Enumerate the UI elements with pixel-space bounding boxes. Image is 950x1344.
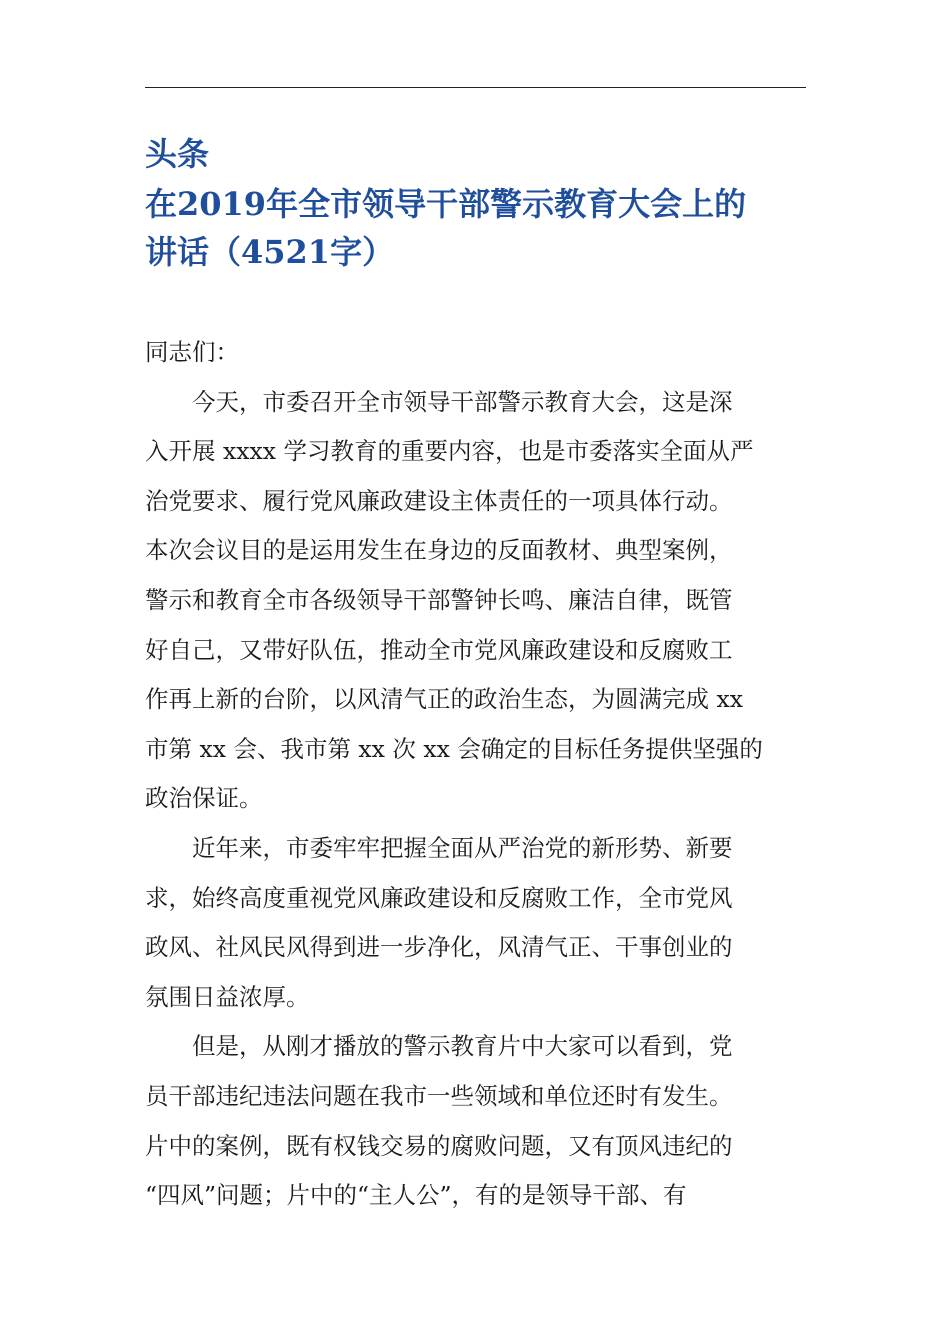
- text-line: 但是，从刚才播放的警示教育片中大家可以看到，党: [192, 1032, 733, 1061]
- document-title: [145, 180, 825, 276]
- salutation: 同志们：: [145, 338, 239, 366]
- paragraph-1: [145, 378, 810, 824]
- text-line: 市第 xx 会、我市第 xx 次 xx 会确定的目标任务提供坚强的: [145, 734, 763, 763]
- text-line: 近年来，市委牢牢把握全面从严治党的新形势、新要: [192, 833, 733, 862]
- text-line: 本次会议目的是运用发生在身边的反面教材、典型案例，: [145, 536, 733, 565]
- text-line: 政风、社风民风得到进一步净化，风清气正、干事创业的: [145, 933, 733, 962]
- text-line: 作再上新的台阶，以风清气正的政治生态，为圆满完成 xx: [145, 685, 743, 714]
- text-line: 求，始终高度重视党风廉政建设和反腐败工作，全市党风: [145, 883, 733, 912]
- text-line: 员干部违纪违法问题在我市一些领域和单位还时有发生。: [145, 1081, 733, 1110]
- title-line: 讲话（4521字）: [145, 233, 395, 271]
- document-body: [145, 328, 810, 1221]
- text-line: 政治保证。: [145, 784, 263, 813]
- text-line: “四风”问题；片中的“主人公”，有的是领导干部、有: [145, 1181, 687, 1210]
- paragraph-2: [145, 824, 810, 1022]
- title-line: 在2019年全市领导干部警示教育大会上的: [145, 185, 747, 223]
- text-line: 片中的案例，既有权钱交易的腐败问题，又有顶风违纪的: [145, 1131, 733, 1160]
- text-line: 治党要求、履行党风廉政建设主体责任的一项具体行动。: [145, 486, 733, 515]
- text-line: 好自己，又带好队伍，推动全市党风廉政建设和反腐败工: [145, 635, 733, 664]
- text-line: 入开展 xxxx 学习教育的重要内容，也是市委落实全面从严: [145, 437, 754, 466]
- text-line: 氛围日益浓厚。: [145, 982, 310, 1011]
- kicker-heading: 头条: [145, 135, 210, 173]
- text-line: 警示和教育全市各级领导干部警钟长鸣、廉洁自律，既管: [145, 585, 733, 614]
- paragraph-3: [145, 1022, 810, 1220]
- text-line: 今天，市委召开全市领导干部警示教育大会，这是深: [192, 387, 733, 416]
- header-rule: [145, 87, 806, 88]
